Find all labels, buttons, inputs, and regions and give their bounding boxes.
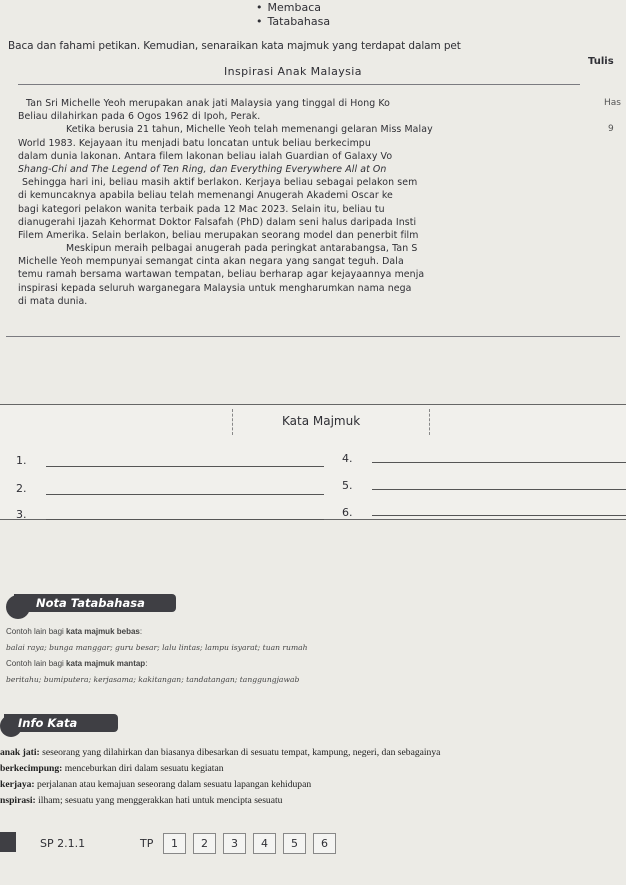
- tp-level-2[interactable]: 2: [193, 833, 216, 854]
- passage-line: temu ramah bersama wartawan tempatan, beliau berharap agar kejayaannya menja: [18, 269, 425, 281]
- passage-line: Shang-Chi and The Legend of Ten Ring, dan Everything Everywhere All at On: [18, 163, 387, 175]
- nota-title: Nota Tatabahasa: [36, 596, 145, 610]
- passage-title: Inspirasi Anak Malaysia: [224, 65, 362, 78]
- tulis-label: Tulis: [588, 56, 614, 67]
- answer-number-1: 1.: [16, 454, 27, 467]
- nota-line-3: Contoh lain bagi kata majmuk mantap:: [6, 659, 148, 668]
- tp-level-1[interactable]: 1: [163, 833, 186, 854]
- nota-line-2: balai raya; bunga manggar; guru besar; lalu lintas; lampu isyarat; tuan rumah: [6, 643, 308, 652]
- passage-line: Michelle Yeoh mempunyai semangat cinta akan negara yang sangat teguh. Dala: [18, 256, 404, 268]
- passage-line: Tan Sri Michelle Yeoh merupakan anak jati Malaysia yang tinggal di Hong Ko: [26, 98, 390, 109]
- sp-code: SP 2.1.1: [40, 837, 86, 850]
- page-number-tab: [0, 832, 16, 852]
- answer-line-2[interactable]: [46, 494, 324, 495]
- answer-line-6[interactable]: [372, 515, 626, 516]
- tp-level-4[interactable]: 4: [253, 833, 276, 854]
- passage-line: Filem Amerika. Selain berlakon, beliau merupakan seorang model dan penerbit film: [18, 229, 419, 241]
- info-title: Info Kata: [18, 716, 78, 730]
- bullet-membaca: • Membaca: [256, 1, 321, 14]
- tp-level-5[interactable]: 5: [283, 833, 306, 854]
- passage-line: dianugerahi Ijazah Kehormat Doktor Falsafah (PhD) dalam seni halus daripada Insti: [18, 216, 417, 228]
- instruction-text: Baca dan fahami petikan. Kemudian, senaraikan kata majmuk yang terdapat dalam pet: [8, 40, 461, 52]
- answer-number-4: 4.: [342, 452, 353, 465]
- info-entry-1: anak jati: seseorang yang dilahirkan dan biasanya dibesarkan di sesuatu tempat, kampung, negeri, dan sebagainya: [0, 747, 441, 758]
- side-note: Has: [604, 98, 621, 108]
- passage-line: Ketika berusia 21 tahun, Michelle Yeoh telah memenangi gelaran Miss Malay: [66, 124, 433, 136]
- answer-line-3[interactable]: [46, 519, 324, 520]
- passage-line: dalam dunia lakonan. Antara filem lakonan beliau ialah Guardian of Galaxy Vo: [18, 150, 393, 162]
- passage-line: Sehingga hari ini, beliau masih aktif berlakon. Kerjaya beliau sebagai pelakon sem: [22, 177, 418, 189]
- passage-line: bagi kategori pelakon wanita terbaik pada 12 Mac 2023. Selain itu, beliau tu: [18, 203, 385, 215]
- passage-line: di mata dunia.: [18, 295, 88, 307]
- tp-label: TP: [140, 837, 154, 850]
- answer-line-4[interactable]: [372, 462, 626, 463]
- title-rule: [18, 84, 580, 85]
- info-header: [4, 714, 118, 732]
- info-entry-2: berkecimpung: menceburkan diri dalam sesuatu kegiatan: [0, 763, 224, 774]
- answer-line-1[interactable]: [46, 466, 324, 467]
- answer-number-3: 3.: [16, 508, 27, 521]
- passage-line: World 1983. Kejayaan itu menjadi batu loncatan untuk beliau berkecimpu: [18, 137, 371, 149]
- passage: [18, 97, 598, 308]
- nota-line-4: beritahu; bumiputera; kerjasama; kakitangan; tandatangan; tanggungjawab: [6, 675, 300, 684]
- info-entry-3: kerjaya: perjalanan atau kemajuan seseorang dalam sesuatu lapangan kehidupan: [0, 779, 312, 790]
- passage-line: di kemuncaknya apabila beliau telah memenangi Anugerah Akademi Oscar ke: [18, 190, 393, 202]
- bullet-tatabahasa: • Tatabahasa: [256, 15, 330, 28]
- answer-number-5: 5.: [342, 479, 353, 492]
- nota-line-1: Contoh lain bagi kata majmuk bebas:: [6, 627, 143, 636]
- passage-line: Meskipun meraih pelbagai anugerah pada peringkat antarabangsa, Tan S: [66, 243, 418, 255]
- tp-level-3[interactable]: 3: [223, 833, 246, 854]
- passage-rule: [6, 336, 620, 337]
- answer-number-2: 2.: [16, 482, 27, 495]
- passage-line: Beliau dilahirkan pada 6 Ogos 1962 di Ipoh, Perak.: [18, 111, 261, 123]
- passage-line: inspirasi kepada seluruh warganegara Malaysia untuk mengharumkan nama nega: [18, 282, 412, 294]
- answer-number-6: 6.: [342, 506, 353, 519]
- nota-header: [14, 594, 176, 612]
- answer-line-5[interactable]: [372, 489, 626, 490]
- tp-level-6[interactable]: 6: [313, 833, 336, 854]
- kata-majmuk-title: Kata Majmuk: [282, 414, 361, 428]
- side-note: 9: [608, 124, 614, 134]
- info-entry-4: nspirasi: ilham; sesuatu yang menggerakkan hati untuk mencipta sesuatu: [0, 795, 283, 806]
